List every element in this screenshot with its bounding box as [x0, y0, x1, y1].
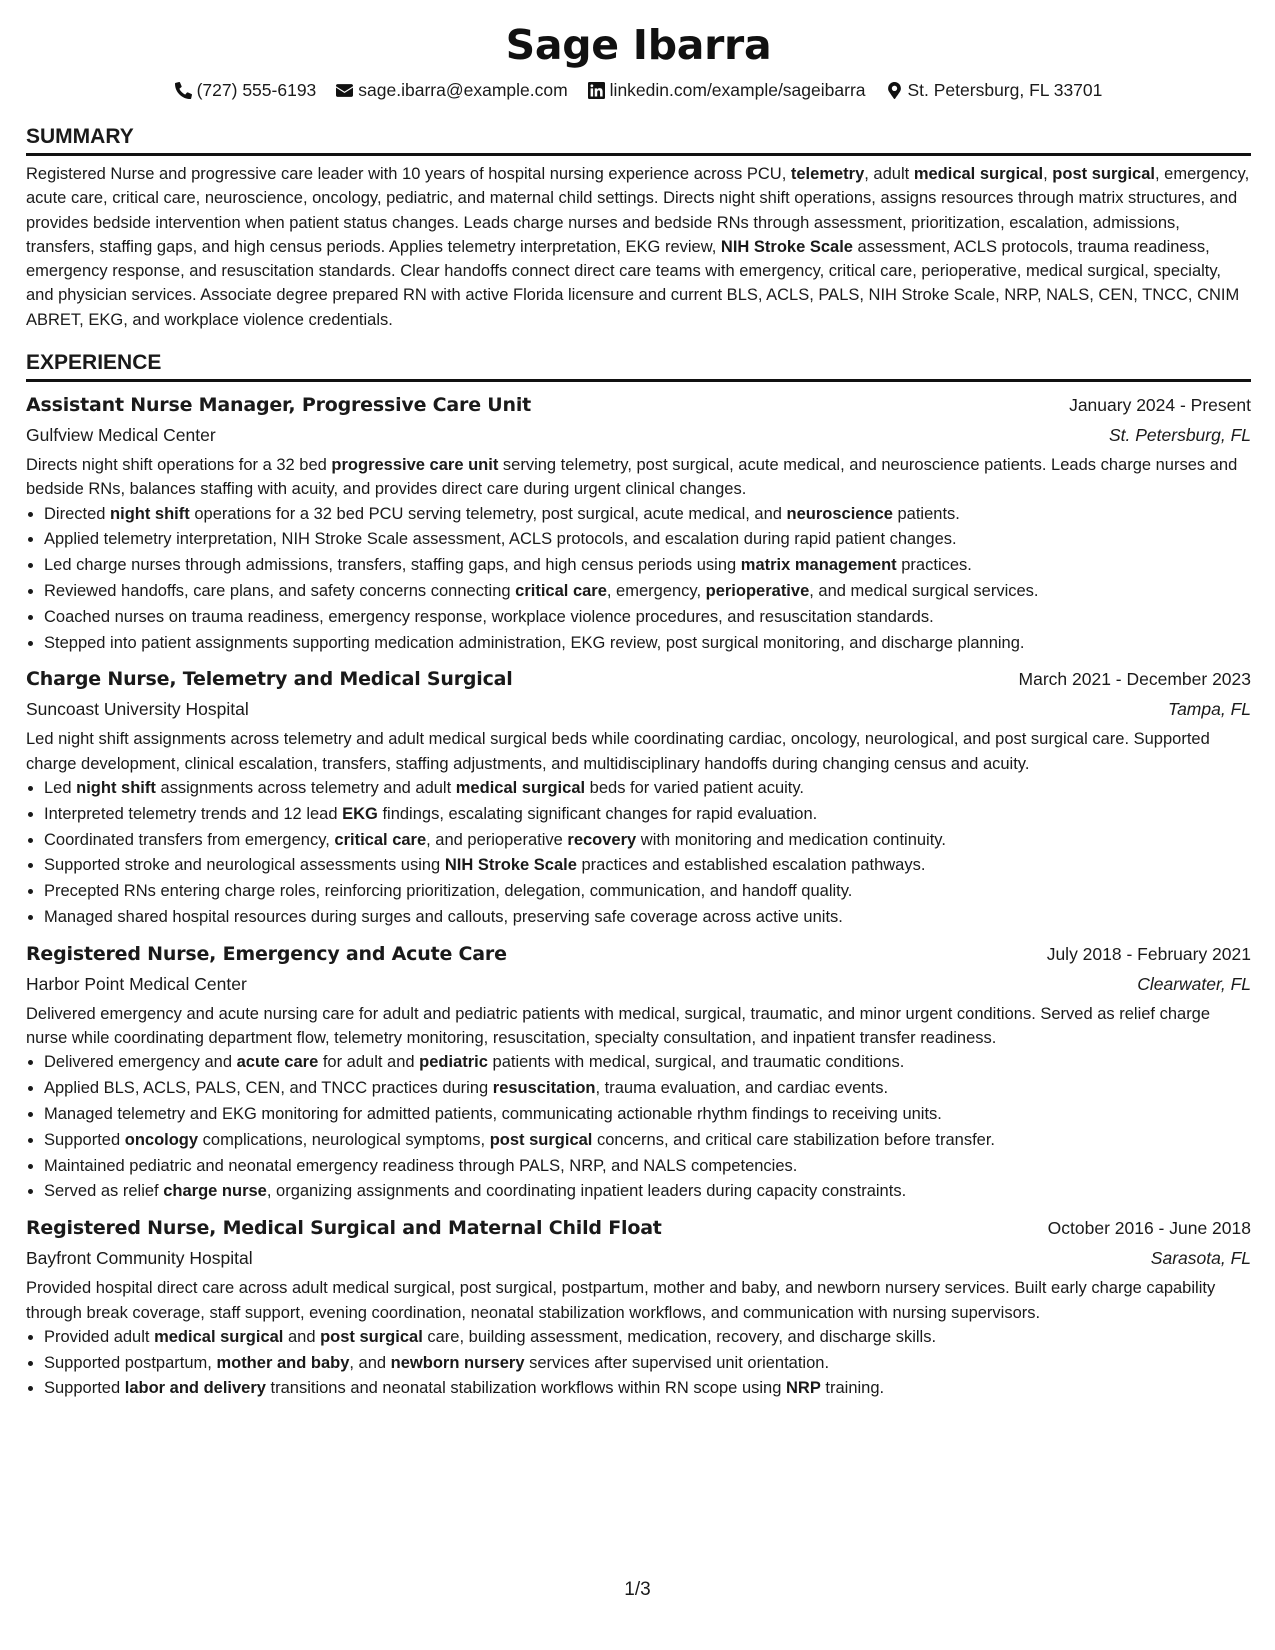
bold-term: post surgical	[1052, 165, 1155, 183]
bold-term: matrix management	[740, 556, 897, 575]
bold-term: mother and baby	[216, 1353, 350, 1372]
bold-term: NIH Stroke Scale	[720, 237, 853, 256]
text-run: Coached nurses on trauma readiness, emergency response, workplace violence procedures, and resuscitation standards.	[44, 607, 934, 626]
text-run: Supported stroke and neurological assessments using	[44, 856, 445, 875]
job-dates: March 2021 - December 2023	[1018, 669, 1251, 690]
bullet-item	[44, 527, 1251, 553]
text-run: , emergency, acute care, critical care, neuroscience, oncology, pediatric, and maternal child settings. Directs night shift operations, assigns resources through matrix structures, and provides bedside intervention when patient status changes. Leads charge nurses and bedside RNs through assessment, prioritization, escalation, admissions, transfers, staffing gaps, and high census periods. Applies telemetry interpretation, EKG review,	[26, 165, 1250, 256]
text-run: assessment, ACLS protocols, trauma readiness, emergency response, and resuscitation standards. Clear handoffs connect direct care teams with emergency, critical care, perioperative, medical surgical, specialty, and physician services. Associate degree prepared RN with active Florida licensure and current BLS, ACLS, PALS, NIH Stroke Scale, NRP, NALS, CEN, TNCC, CNIM ABRET, EKG, and workplace violence credentials.	[26, 237, 1240, 329]
contact-location	[886, 78, 1103, 102]
job-location: Tampa, FL	[1167, 699, 1251, 720]
bold-term: night shift	[76, 779, 156, 798]
bold-term: pediatric	[419, 1053, 488, 1072]
phone-text: (727) 555-6193	[196, 80, 317, 100]
summary-heading: SUMMARY	[26, 124, 1251, 156]
job-header	[26, 1213, 1251, 1243]
text-run: Managed shared hospital resources during surges and callouts, preserving safe coverage across active units.	[44, 908, 843, 927]
job-description	[26, 1276, 1251, 1325]
bullet-item	[44, 1325, 1251, 1351]
job-entry	[26, 390, 1251, 656]
envelope-icon	[336, 82, 353, 99]
job-bullets	[26, 502, 1251, 657]
bold-term: telemetry	[790, 165, 865, 183]
text-run: assignments across telemetry and adult	[155, 779, 456, 798]
text-run: with monitoring and medication continuity.	[636, 830, 946, 849]
text-run: and	[283, 1327, 321, 1346]
contact-phone[interactable]	[175, 78, 317, 102]
job-company: Gulfview Medical Center	[26, 425, 216, 446]
text-run: Precepted RNs entering charge roles, reinforcing prioritization, delegation, communication, and handoff quality.	[44, 882, 853, 901]
text-run: Directed	[44, 504, 111, 523]
text-run: Reviewed handoffs, care plans, and safety concerns connecting	[44, 582, 516, 601]
job-description	[26, 1002, 1251, 1051]
linkedin-text: linkedin.com/example/sageibarra	[609, 80, 866, 100]
job-title: Assistant Nurse Manager, Progressive Care Unit	[26, 394, 532, 417]
text-run: Delivered emergency and acute nursing care for adult and pediatric patients with medical, surgical, traumatic, and minor urgent conditions. Served as relief charge nurse while coordinating department flow, telemetry monitoring, resuscitation, specialty consultation, and inpatient transfer readiness.	[26, 1004, 1211, 1048]
bold-term: acute care	[236, 1053, 319, 1072]
bullet-item	[44, 553, 1251, 579]
bold-term: post surgical	[320, 1327, 423, 1346]
contact-bar	[26, 78, 1251, 102]
text-run: serving telemetry, post surgical, acute medical, and neuroscience patients. Leads charge nurses and bedside RNs, balances staffing with acuity, and provides direct care during urgent clinical changes.	[26, 456, 1238, 499]
text-run: services after supervised unit orientation.	[524, 1353, 830, 1372]
text-run: Provided adult	[44, 1327, 155, 1346]
job-company: Harbor Point Medical Center	[26, 973, 247, 994]
bullet-item	[44, 1376, 1251, 1402]
bold-term: EKG	[342, 804, 378, 823]
job-subheader	[26, 970, 1251, 998]
job-title: Charge Nurse, Telemetry and Medical Surgical	[26, 668, 513, 691]
job-bullets	[26, 1325, 1251, 1402]
job-header	[26, 664, 1251, 694]
contact-email[interactable]	[336, 78, 567, 102]
bold-term: medical surgical	[913, 165, 1044, 183]
job-entry	[26, 664, 1251, 930]
bold-term: medical surgical	[154, 1327, 284, 1346]
bold-term: neuroscience	[786, 504, 893, 523]
bold-term: perioperative	[705, 582, 810, 601]
bold-term: charge nurse	[163, 1182, 267, 1201]
text-run: Applied telemetry interpretation, NIH Stroke Scale assessment, ACLS protocols, and escalation during rapid patient changes.	[44, 530, 957, 549]
text-run: Supported	[44, 1379, 125, 1398]
bold-term: resuscitation	[492, 1079, 596, 1098]
job-title: Registered Nurse, Emergency and Acute Care	[26, 942, 507, 965]
text-run: , adult	[864, 165, 914, 183]
job-header	[26, 390, 1251, 420]
summary-section	[26, 124, 1251, 332]
bold-term: night shift	[110, 504, 190, 523]
text-run: findings, escalating significant changes for rapid evaluation.	[377, 804, 818, 823]
job-subheader	[26, 695, 1251, 723]
job-subheader	[26, 421, 1251, 449]
bold-term: post surgical	[489, 1130, 593, 1149]
bullet-item	[44, 502, 1251, 528]
bold-term: recovery	[567, 830, 637, 849]
bold-term: newborn nursery	[390, 1353, 525, 1372]
bullet-item	[44, 605, 1251, 631]
text-run: care, building assessment, medication, recovery, and discharge skills.	[422, 1327, 937, 1346]
bullet-item	[44, 1179, 1251, 1205]
bullet-item	[44, 879, 1251, 905]
text-run: Interpreted telemetry trends and 12 lead	[44, 804, 343, 823]
text-run: Applied BLS, ACLS, PALS, CEN, and TNCC practices during	[44, 1079, 493, 1098]
text-run: Supported	[44, 1130, 125, 1149]
text-run: beds for varied patient acuity.	[585, 779, 804, 798]
job-location: St. Petersburg, FL	[1108, 425, 1251, 446]
text-run: Supported postpartum,	[44, 1353, 217, 1372]
text-run: patients.	[892, 504, 960, 523]
text-run: for adult and	[318, 1053, 420, 1072]
text-run: , and perioperative	[426, 830, 568, 849]
text-run: training.	[820, 1379, 885, 1398]
bullet-item	[44, 853, 1251, 879]
text-run: Led charge nurses through admissions, transfers, staffing gaps, and high census periods using	[44, 556, 741, 575]
bold-term: critical care	[515, 582, 607, 601]
text-run: , and	[349, 1353, 391, 1372]
job-bullets	[26, 1050, 1251, 1205]
text-run: practices.	[896, 556, 972, 575]
bold-term: labor and delivery	[124, 1379, 266, 1398]
job-description	[26, 727, 1251, 776]
text-run: Led night shift assignments across telemetry and adult medical surgical beds while coordinating cardiac, oncology, neurological, and post surgical care. Supported charge development, clinical escalation, transfers, staffing adjustments, and multidisciplinary handoffs during changing census and acuity.	[26, 730, 1210, 773]
text-run: Coordinated transfers from emergency,	[44, 830, 335, 849]
text-run: Served as relief	[44, 1182, 164, 1201]
job-dates: January 2024 - Present	[1069, 395, 1251, 416]
text-run: Stepped into patient assignments supporting medication administration, EKG review, post surgical monitoring, and discharge planning.	[44, 633, 1025, 652]
candidate-name: Sage Ibarra	[505, 21, 772, 69]
text-run: operations for a 32 bed PCU serving telemetry, post surgical, acute medical, and	[189, 504, 787, 523]
map-pin-icon	[886, 82, 903, 99]
linkedin-icon	[588, 82, 605, 99]
job-subheader	[26, 1244, 1251, 1272]
experience-section	[26, 350, 1251, 1402]
job-description	[26, 453, 1251, 502]
bold-term: progressive care unit	[331, 456, 499, 475]
job-entry	[26, 939, 1251, 1205]
text-run: Delivered emergency and	[44, 1053, 237, 1072]
bullet-item	[44, 1351, 1251, 1377]
phone-icon	[175, 82, 192, 99]
bold-term: medical surgical	[455, 779, 586, 798]
bold-term: oncology	[124, 1130, 199, 1149]
job-company: Suncoast University Hospital	[26, 699, 249, 720]
location-text: St. Petersburg, FL 33701	[907, 80, 1103, 100]
bold-term: NIH Stroke Scale	[444, 856, 577, 875]
text-run: Led	[44, 779, 77, 798]
experience-heading: EXPERIENCE	[26, 350, 1251, 382]
bullet-item	[44, 1128, 1251, 1154]
job-list	[26, 390, 1251, 1402]
bullet-item	[44, 905, 1251, 931]
bullet-item	[44, 579, 1251, 605]
text-run: Maintained pediatric and neonatal emergency readiness through PALS, NRP, and NALS competencies.	[44, 1156, 798, 1175]
bullet-item	[44, 828, 1251, 854]
job-dates: July 2018 - February 2021	[1046, 943, 1251, 964]
job-location: Sarasota, FL	[1150, 1248, 1251, 1269]
email-text: sage.ibarra@example.com	[358, 80, 568, 100]
bullet-item	[44, 802, 1251, 828]
text-run: , organizing assignments and coordinating inpatient leaders during capacity constraints.	[266, 1182, 907, 1201]
summary-text	[26, 162, 1251, 332]
bold-term: critical care	[334, 830, 427, 849]
job-bullets	[26, 776, 1251, 931]
text-run: transitions and neonatal stabilization workflows within RN scope using	[265, 1379, 786, 1398]
text-run: concerns, and critical care stabilization before transfer.	[592, 1130, 996, 1149]
job-title: Registered Nurse, Medical Surgical and Maternal Child Float	[26, 1217, 662, 1240]
text-run: complications, neurological symptoms,	[198, 1130, 490, 1149]
text-run: Registered Nurse and progressive care leader with 10 years of hospital nursing experience across PCU,	[26, 165, 791, 183]
bullet-item	[44, 1154, 1251, 1180]
text-run: patients with medical, surgical, and traumatic conditions.	[487, 1053, 905, 1072]
text-run: ,	[1043, 165, 1053, 183]
text-run: , trauma evaluation, and cardiac events.	[595, 1079, 889, 1098]
bullet-item	[44, 1050, 1251, 1076]
bullet-item	[44, 1076, 1251, 1102]
job-company: Bayfront Community Hospital	[26, 1248, 253, 1269]
contact-linkedin[interactable]	[588, 78, 866, 102]
text-run: Managed telemetry and EKG monitoring for admitted patients, communicating actionable rhythm findings to receiving units.	[44, 1105, 942, 1124]
bold-term: NRP	[785, 1379, 821, 1398]
job-header	[26, 939, 1251, 969]
bullet-item	[44, 1102, 1251, 1128]
job-entry	[26, 1213, 1251, 1402]
resume-page	[26, 20, 1251, 1402]
page-indicator: 1/3	[624, 1579, 651, 1600]
job-dates: October 2016 - June 2018	[1047, 1218, 1251, 1239]
bullet-item	[44, 776, 1251, 802]
job-location: Clearwater, FL	[1137, 973, 1251, 994]
text-run: , emergency,	[606, 582, 706, 601]
text-run: Provided hospital direct care across adult medical surgical, post surgical, postpartum, mother and baby, and newborn nursery services. Built early charge capability through break coverage, staff support, evening coordination, neonatal stabilization workflows, and communication with nursing supervisors.	[26, 1279, 1216, 1322]
text-run: Directs night shift operations for a 32 bed	[26, 456, 332, 475]
text-run: , and medical surgical services.	[809, 582, 1039, 601]
text-run: practices and established escalation pathways.	[576, 856, 926, 875]
bullet-item	[44, 631, 1251, 657]
